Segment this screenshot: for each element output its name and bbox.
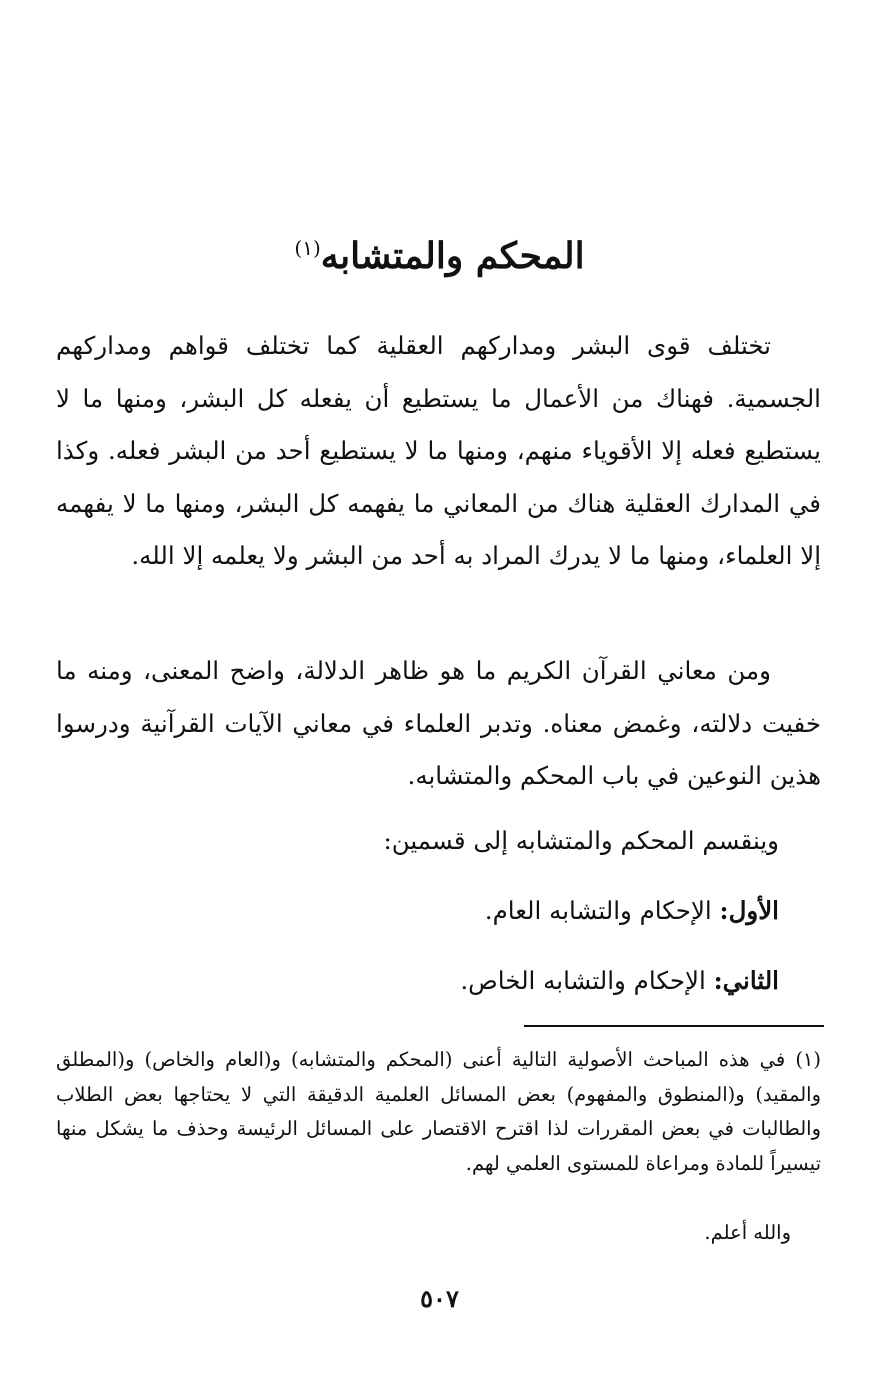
division-item-second <box>460 955 779 1007</box>
paragraph-human-abilities: تختلف قوى البشر ومداركهم العقلية كما تختلف قواهم ومداركهم الجسمية. فهناك من الأعمال ما يستطيع أن يفعله كل البشر، ومنها ما لا يستطيع فعله إلا الأقوياء منهم، ومنها ما لا يستطيع أحد من البشر فعله. وكذا في المدارك العقلية هناك من المعاني ما يفهمه كل البشر، ومنها ما لا يفهمه إلا العلماء، ومنها ما لا يدرك المراد به أحد من البشر ولا يعلمه إلا الله. <box>56 331 821 570</box>
footnote-closing: والله أعلم. <box>704 1221 791 1244</box>
division-item-label: الأول: <box>719 896 779 925</box>
page-number: ٥٠٧ <box>420 1284 459 1313</box>
division-item-text: الإحكام والتشابه الخاص. <box>460 966 706 995</box>
division-item-label: الثاني: <box>713 966 779 995</box>
footnote-separator <box>524 1025 824 1027</box>
footnote <box>56 1043 821 1181</box>
title-text: المحكم والمتشابه <box>320 235 585 277</box>
division-intro: وينقسم المحكم والمتشابه إلى قسمين: <box>383 826 779 855</box>
division-item-text: الإحكام والتشابه العام. <box>484 896 712 925</box>
footnote-text: في هذه المباحث الأصولية التالية أعنى (المحكم والمتشابه) و(العام والخاص) و(المطلق والمقيد) و(المنطوق والمفهوم) بعض المسائل العلمية الدقيقة التي لا يحتاجها بعض الطلاب والطالبات في بعض المقررات لذا اقترح الاقتصار على المسائل الرئيسة وحذف ما يشكل منها تيسيراً للمادة ومراعاة للمستوى العلمي لهم. <box>56 1048 821 1175</box>
title-footnote-mark: (١) <box>294 236 321 260</box>
footnote-number: (١) <box>795 1048 822 1071</box>
division-item-first <box>485 885 779 937</box>
paragraph-quran-meanings: ومن معاني القرآن الكريم ما هو ظاهر الدلالة، واضح المعنى، ومنه ما خفيت دلالته، وغمض معناه. وتدبر العلماء في معاني الآيات القرآنية ودرسوا هذين النوعين في باب المحكم والمتشابه. <box>56 656 821 790</box>
page-title <box>0 220 879 284</box>
